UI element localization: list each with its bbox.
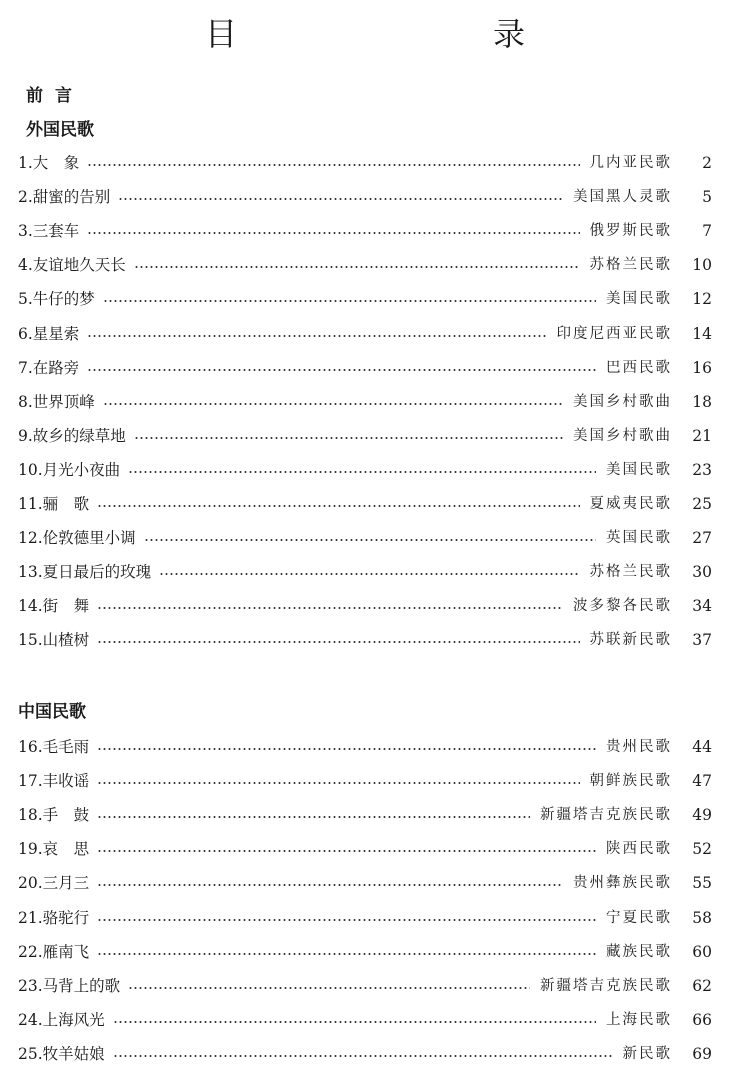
entry-title: 月光小夜曲 xyxy=(42,460,121,479)
toc-entry[interactable] xyxy=(18,150,712,176)
entry-title: 甜蜜的告别 xyxy=(32,188,111,207)
entry-number: 16. xyxy=(18,738,43,756)
toc-entry[interactable] xyxy=(18,870,712,896)
entry-page-number: 30 xyxy=(692,563,712,582)
section-heading-foreign: 外国民歌 xyxy=(26,120,94,140)
dot-leader xyxy=(134,437,563,439)
entry-number: 5. xyxy=(18,290,33,309)
entry-number: 22. xyxy=(18,942,43,961)
dot-leader xyxy=(97,748,596,750)
toc-entry[interactable] xyxy=(18,802,712,828)
entry-title: 星星索 xyxy=(32,324,80,343)
dot-leader xyxy=(87,369,596,371)
dot-leader xyxy=(128,987,530,989)
entry-number: 1. xyxy=(18,154,33,172)
entry-title: 上海风光 xyxy=(42,1010,105,1029)
entry-title: 哀 思 xyxy=(42,840,90,859)
entry-number: 23. xyxy=(18,976,43,995)
dot-leader xyxy=(134,266,580,268)
entry-page-number: 66 xyxy=(692,1010,712,1029)
entry-page-number: 25 xyxy=(692,495,712,513)
entry-title: 大 象 xyxy=(32,154,80,172)
entry-origin: 陕西民歌 xyxy=(606,841,672,858)
dot-leader xyxy=(159,573,579,575)
toc-entry[interactable] xyxy=(18,423,712,449)
entry-title: 三套车 xyxy=(32,222,80,241)
toc-entry[interactable] xyxy=(18,939,712,965)
entry-origin: 印度尼西亚民歌 xyxy=(556,325,672,342)
toc-entry[interactable] xyxy=(18,1041,712,1067)
entry-page-number: 37 xyxy=(692,631,712,650)
entry-number: 6. xyxy=(18,324,33,343)
entry-origin: 巴西民歌 xyxy=(606,359,672,376)
entry-title: 骊 歌 xyxy=(42,495,90,513)
entry-number: 24. xyxy=(18,1010,43,1029)
dot-leader xyxy=(118,198,563,200)
toc-entry[interactable] xyxy=(18,627,712,653)
toc-entry[interactable] xyxy=(18,218,712,244)
entry-page-number: 21 xyxy=(692,426,712,445)
entry-number: 10. xyxy=(18,460,43,479)
entry-page-number: 2 xyxy=(702,154,712,172)
entry-origin: 朝鲜族民歌 xyxy=(589,773,672,790)
entry-number: 20. xyxy=(18,874,43,893)
entry-title: 手 鼓 xyxy=(42,806,90,825)
toc-entry[interactable] xyxy=(18,286,712,312)
entry-page-number: 14 xyxy=(692,324,712,343)
toc-entry[interactable] xyxy=(18,593,712,619)
entry-origin: 苏格兰民歌 xyxy=(589,564,672,581)
entry-title: 山楂树 xyxy=(42,631,90,650)
entry-page-number: 10 xyxy=(692,256,712,275)
entry-origin: 贵州民歌 xyxy=(606,739,672,755)
dot-leader xyxy=(97,607,563,609)
entry-number: 4. xyxy=(18,256,33,275)
entry-origin: 美国黑人灵歌 xyxy=(573,189,672,206)
toc-entry[interactable] xyxy=(18,973,712,999)
toc-entry[interactable] xyxy=(18,1007,712,1033)
entry-page-number: 55 xyxy=(692,874,712,893)
entry-number: 19. xyxy=(18,840,43,859)
section-heading-chinese: 中国民歌 xyxy=(18,702,86,722)
dot-leader xyxy=(97,884,563,886)
entry-page-number: 47 xyxy=(692,772,712,791)
page-title: 目 录 xyxy=(204,15,589,53)
toc-entry[interactable] xyxy=(18,457,712,483)
entry-origin: 几内亚民歌 xyxy=(589,155,672,171)
toc-entry[interactable] xyxy=(18,389,712,415)
toc-entry[interactable] xyxy=(18,905,712,931)
dot-leader xyxy=(87,335,546,337)
entry-number: 8. xyxy=(18,392,33,411)
entry-page-number: 62 xyxy=(692,976,712,995)
toc-entry[interactable] xyxy=(18,768,712,794)
dot-leader xyxy=(97,641,579,643)
entry-title: 世界顶峰 xyxy=(32,392,95,411)
entry-page-number: 23 xyxy=(692,460,712,479)
entry-number: 14. xyxy=(18,597,43,616)
entry-page-number: 49 xyxy=(692,806,712,825)
entry-origin: 新疆塔吉克族民歌 xyxy=(540,977,672,994)
dot-leader xyxy=(97,953,596,955)
toc-entry[interactable] xyxy=(18,184,712,210)
toc-entry[interactable] xyxy=(18,559,712,585)
entry-origin: 波多黎各民歌 xyxy=(573,598,672,615)
entry-origin: 英国民歌 xyxy=(606,530,672,547)
toc-entry[interactable] xyxy=(18,491,712,517)
toc-entry[interactable] xyxy=(18,252,712,278)
entry-number: 2. xyxy=(18,188,33,207)
entry-title: 街 舞 xyxy=(42,597,90,616)
entry-origin: 美国乡村歌曲 xyxy=(573,393,672,410)
dot-leader xyxy=(87,164,579,166)
entry-page-number: 60 xyxy=(692,942,712,961)
dot-leader xyxy=(97,505,579,507)
entry-number: 9. xyxy=(18,426,33,445)
entry-page-number: 69 xyxy=(692,1044,712,1063)
entry-page-number: 12 xyxy=(692,290,712,309)
entry-number: 13. xyxy=(18,563,43,582)
entry-origin: 宁夏民歌 xyxy=(606,909,672,926)
dot-leader xyxy=(97,816,530,818)
entry-origin: 藏族民歌 xyxy=(606,943,672,960)
dot-leader xyxy=(87,232,579,234)
toc-entry[interactable] xyxy=(18,836,712,862)
entry-title: 骆驼行 xyxy=(42,908,90,927)
entry-page-number: 44 xyxy=(692,738,712,756)
entry-title: 夏日最后的玫瑰 xyxy=(42,563,152,582)
dot-leader xyxy=(113,1021,596,1023)
entry-title: 故乡的绿草地 xyxy=(32,426,126,445)
entry-page-number: 7 xyxy=(702,222,712,241)
entry-page-number: 34 xyxy=(692,597,712,616)
dot-leader xyxy=(144,539,596,541)
entry-title: 毛毛雨 xyxy=(42,738,90,756)
entry-origin: 苏格兰民歌 xyxy=(589,257,672,274)
dot-leader xyxy=(128,471,596,473)
entry-title: 友谊地久天长 xyxy=(32,256,126,275)
entry-number: 25. xyxy=(18,1044,43,1063)
toc-entry[interactable] xyxy=(18,355,712,381)
entry-page-number: 58 xyxy=(692,908,712,927)
toc-entry[interactable] xyxy=(18,525,712,551)
dot-leader xyxy=(97,850,596,852)
entry-page-number: 27 xyxy=(692,529,712,548)
entry-origin: 美国民歌 xyxy=(606,461,672,478)
entry-page-number: 16 xyxy=(692,358,712,377)
dot-leader xyxy=(97,919,596,921)
dot-leader xyxy=(113,1055,613,1057)
entry-title: 在路旁 xyxy=(32,358,80,377)
entry-origin: 新民歌 xyxy=(622,1045,672,1062)
entry-origin: 俄罗斯民歌 xyxy=(589,223,672,240)
entry-origin: 新疆塔吉克族民歌 xyxy=(540,807,672,824)
entry-number: 11. xyxy=(18,495,43,513)
entry-title: 雁南飞 xyxy=(42,942,90,961)
entry-number: 18. xyxy=(18,806,43,825)
entry-origin: 夏威夷民歌 xyxy=(589,496,672,512)
entry-title: 三月三 xyxy=(42,874,90,893)
entry-page-number: 52 xyxy=(692,840,712,859)
entry-title: 牧羊姑娘 xyxy=(42,1044,105,1063)
entry-origin: 苏联新民歌 xyxy=(589,632,672,649)
entry-number: 21. xyxy=(18,908,43,927)
dot-leader xyxy=(97,782,579,784)
entry-origin: 上海民歌 xyxy=(606,1011,672,1028)
entry-number: 3. xyxy=(18,222,33,241)
entry-number: 7. xyxy=(18,358,33,377)
entry-number: 12. xyxy=(18,529,43,548)
entry-number: 15. xyxy=(18,631,43,650)
entry-origin: 美国乡村歌曲 xyxy=(573,427,672,444)
dot-leader xyxy=(103,300,596,302)
dot-leader xyxy=(103,403,563,405)
entry-origin: 贵州彝族民歌 xyxy=(573,875,672,892)
entry-number: 17. xyxy=(18,772,43,791)
entry-title: 牛仔的梦 xyxy=(32,290,95,309)
entry-title: 伦敦德里小调 xyxy=(42,529,136,548)
entry-page-number: 5 xyxy=(702,188,712,207)
entry-title: 马背上的歌 xyxy=(42,976,121,995)
toc-entry[interactable] xyxy=(18,734,712,760)
entry-page-number: 18 xyxy=(692,392,712,411)
entry-origin: 美国民歌 xyxy=(606,291,672,308)
preface-link[interactable]: 前言 xyxy=(26,86,84,106)
toc-entry[interactable] xyxy=(18,321,712,347)
entry-title: 丰收谣 xyxy=(42,772,90,791)
